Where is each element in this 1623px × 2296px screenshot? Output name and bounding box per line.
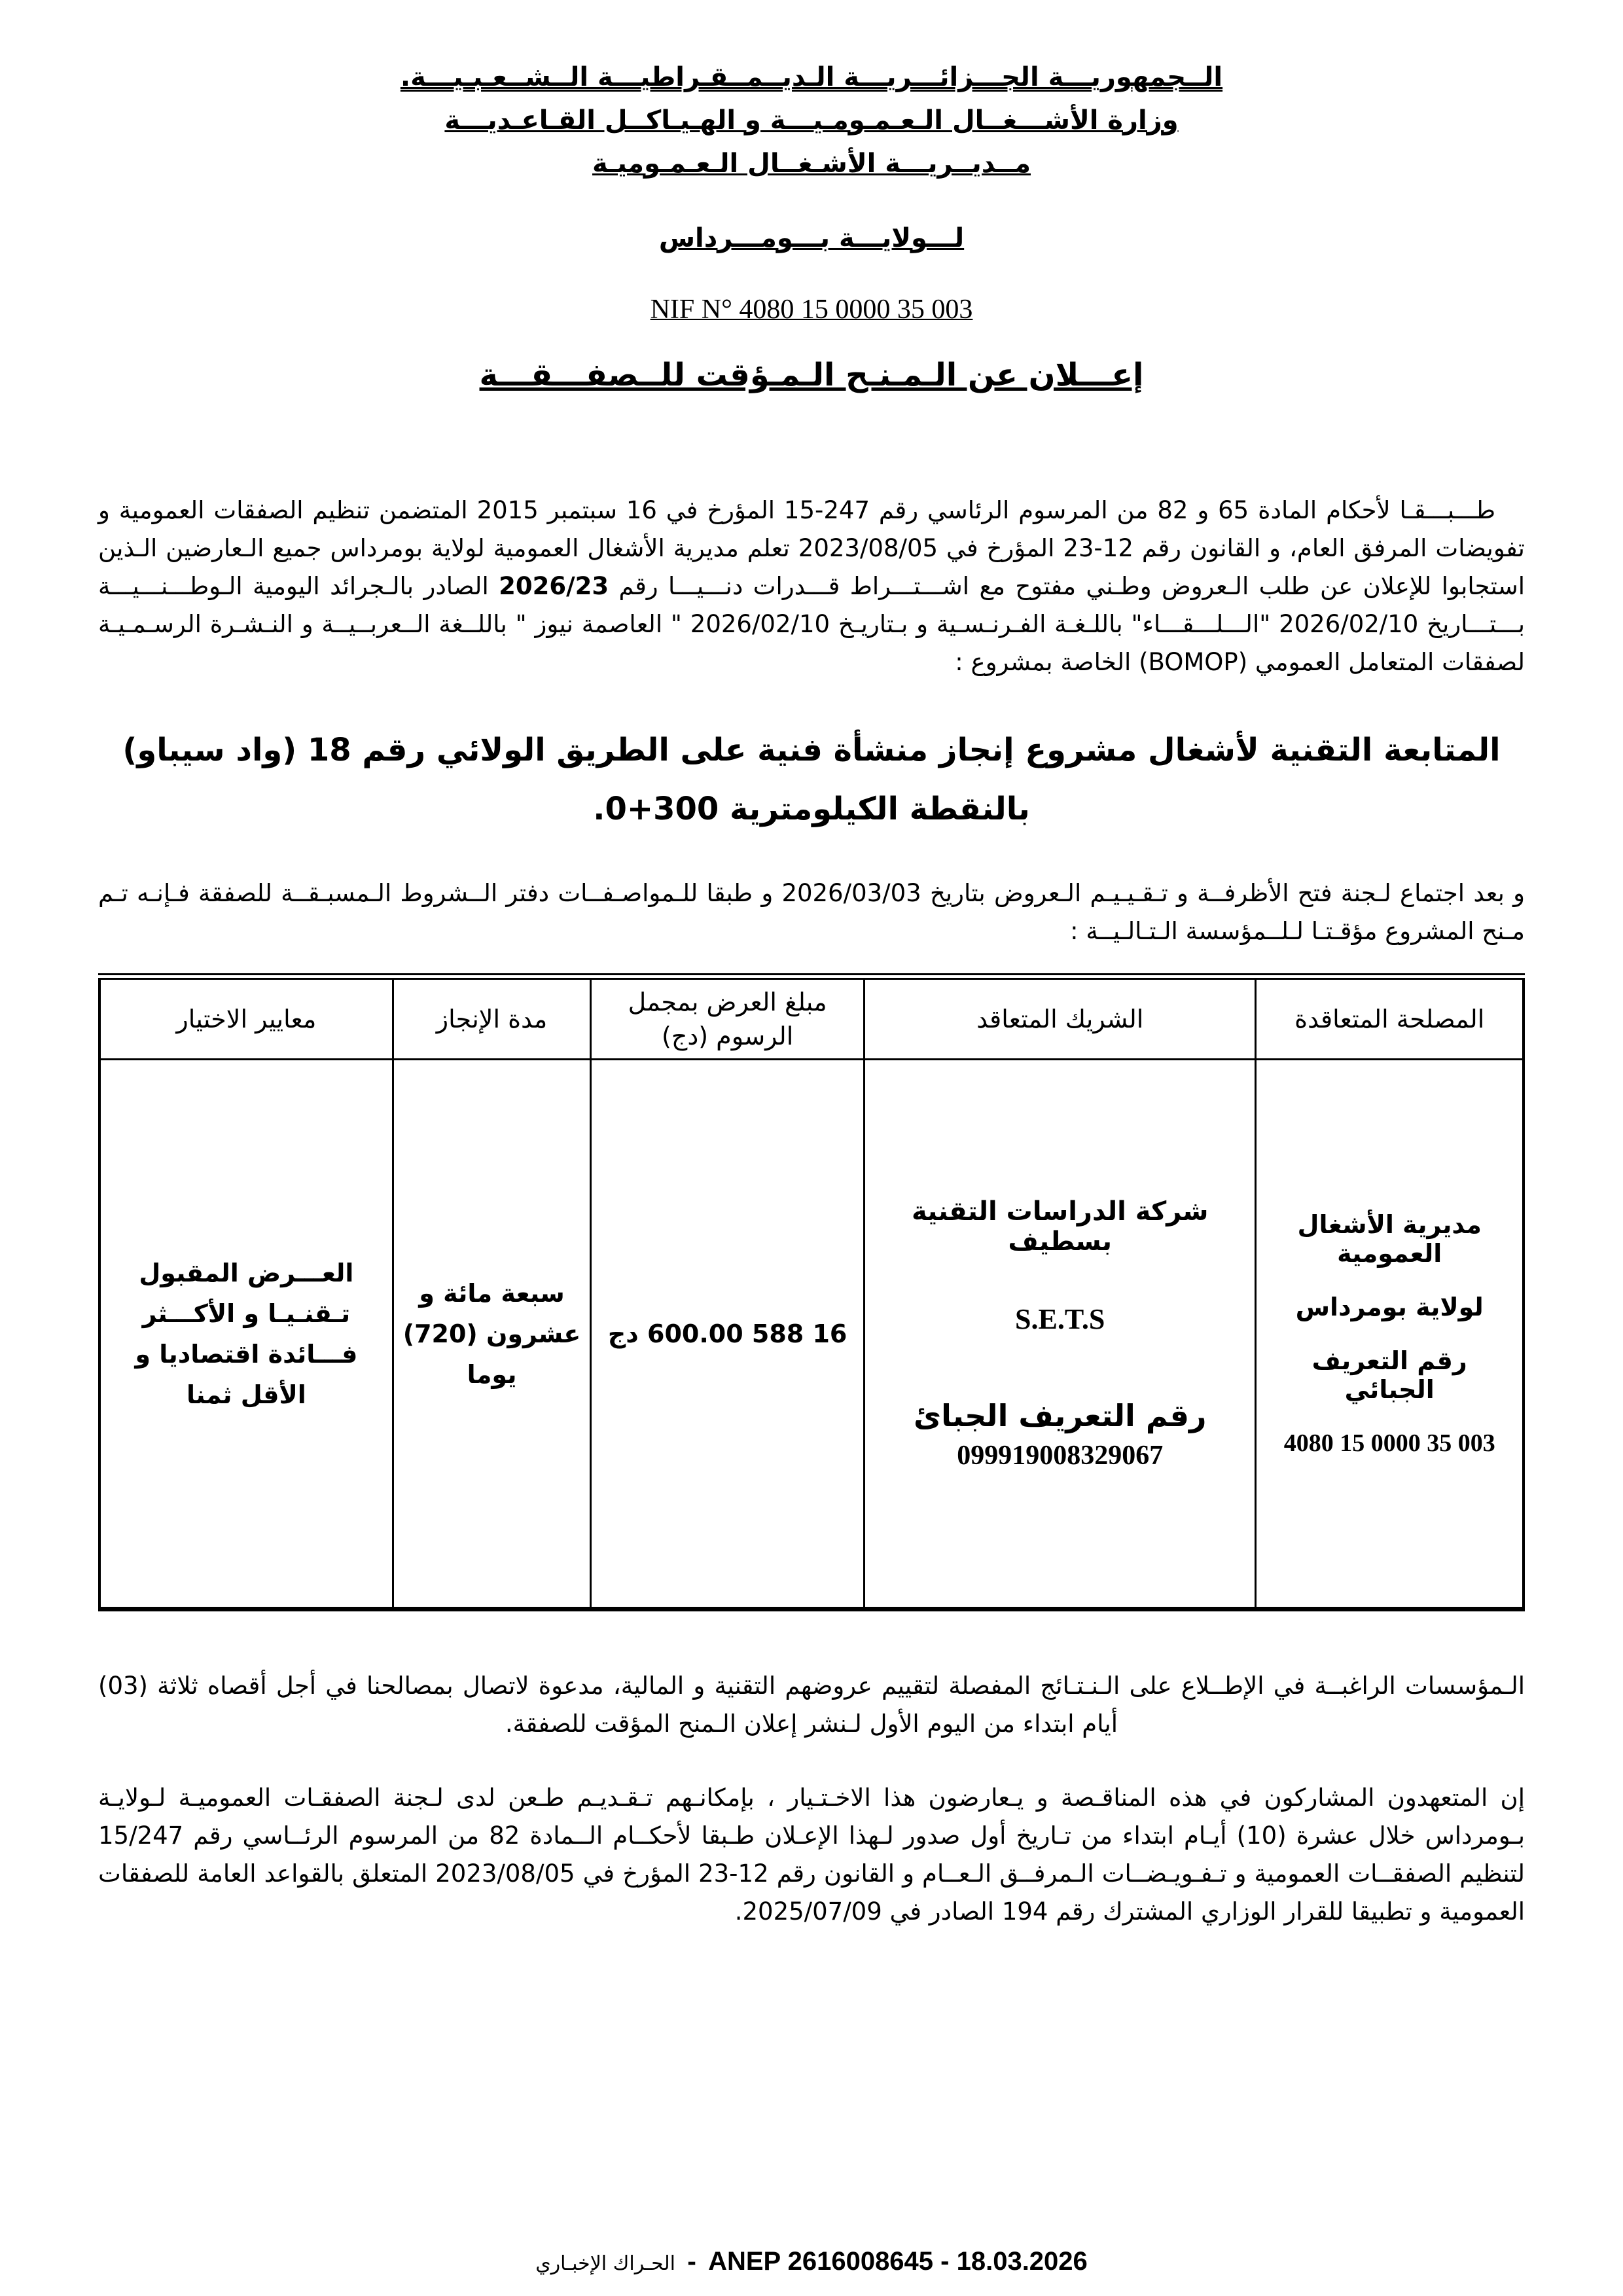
partner-company-acronym: S.E.T.S [1015, 1302, 1105, 1335]
committee-paragraph: و بعد اجتماع لـجنة فتح الأظرفــة و تـقـيـيـم الـعروض بتاريخ 2026/03/03 و طبقا للـمواصـفــات دفتر الــشروط الـمسبـقــة للصفقة فـإنـه تـم مـنح المشروع مؤقـتـا لـلــمؤسسة الـتـالـيــة : [98, 879, 1525, 945]
appeal-paragraph: إن المتعهدون المشاركون في هذه المناقـصة و يـعارضون هذا الاخـتـيار ، بإمكانـهم تـقـديـم طـعن لدى لـجنة الصفقـات العموميـة لـولايـة بـومرداس خلال عشرة (10) أيـام ابتداء من تـاريخ أول صدور لـهذا الإعـلان طـبقا لأحكــام الــمادة 82 من المرسوم الرئــاسي رقم 15/247 لتنظيم الصفقــات العمومية و تـفـويـضــات الـمرفــق الـعــام و القانون رقم 12-23 المؤرخ في 2023/08/05 المتعلق بالقواعد العامة للصفقات العمومية و تطبيقا للقرار الوزاري المشترك رقم 194 الصادر في 2025/07/09. [98, 1784, 1525, 1926]
document-header [98, 56, 1525, 393]
header-ministry-line: وزارة الأشـــغــال الـعـمـومـيـــة و الهـيـاكــل القـاعـديـــة [444, 105, 1179, 135]
nif-number: NIF N° 4080 15 0000 35 003 [650, 295, 973, 325]
cell-completion-period [393, 1060, 590, 1609]
project-title-line1: المتابعة التقنية لأشغال مشروع إنجاز منشأة فنية على الطريق الولائي رقم 18 (واد سيباو) [122, 732, 1501, 768]
intro-text-part1: طـــبـــقـا لأحكام المادة 65 و 82 من المرسوم الرئاسي رقم 247-15 المؤرخ في 16 سبتمبر 2015 المتضمن تنظيم الصفقات العمومية و تفويضات المرفق العام، و القانون رقم 12-23 المؤرخ في 2023/08/05 تعلم مديرية الأشغال العمومية لولاية بومرداس جميع الـعارضين الـذين استجابوا للإعلان عن طلب الـعروض وطـني مفتوح مع اشـــتـــراط قـــدرات دنـــيـــا رقم [98, 496, 1525, 600]
column-header-offer-amount: مبلغ العرض بمجمل الرسوم (دج) [591, 977, 865, 1060]
page-title: إعـــلان عن الـمـنـح الـمـؤقت للــصفـــقـــة [479, 357, 1144, 393]
header-republic-line: الــجمهوريـــة الجـــزائـــريـــة الـديــمــقـراطيـــة الــشــعـبـيـــة. [400, 62, 1223, 92]
project-title-line2: بالنقطة الكيلومترية 300+0. [593, 791, 1030, 827]
service-wilaya: لولاية بومرداس [1295, 1292, 1484, 1321]
cell-contracting-service [1256, 1060, 1524, 1609]
header-directorate-line: مــديــريـــة الأشـغــال الـعـمـوميـة [592, 149, 1031, 179]
footer-newspaper-name: الحـراك الإخبـاري [535, 2252, 675, 2275]
cell-selection-criteria [99, 1060, 393, 1609]
offer-amount-value: 16 588 600.00 دج [607, 1319, 847, 1348]
header-wilaya-line: لـــولايـــة بـــومـــرداس [658, 223, 965, 253]
service-name: مديرية الأشغال العمومية [1297, 1210, 1482, 1268]
table-header-row [99, 977, 1524, 1060]
selection-criteria-value: العـــرض المقبول تـقنـيـا و الأكـــثر فـــائدة اقتصاديا و الأقل ثمنا [135, 1258, 358, 1409]
project-title [98, 721, 1525, 838]
column-header-contracted-partner: الشريك المتعاقد [865, 977, 1256, 1060]
column-header-completion-period: مدة الإنجاز [393, 977, 590, 1060]
column-header-selection-criteria: معايير الاختيار [99, 977, 393, 1060]
cell-contracted-partner [865, 1060, 1256, 1609]
results-consultation-paragraph: الـمؤسسات الراغبــة في الإطــلاع على الـنـتـائج المفصلة لتقييم عروضهم التقنية و المالية، مدعوة لاتصال بمصالحنا في أجل أقصاه ثلاثة (03) أيام ابتداء من اليوم الأول لـنشر إعلان الـمنح المؤقت للصفقة. [98, 1672, 1525, 1738]
cell-offer-amount [591, 1060, 865, 1609]
award-table [98, 973, 1525, 1611]
intro-text-part2: الصادر بالـجرائد اليومية الـوطـــنـــيـــة بـــتـــاريخ 2026/02/10 "الـــلـــقـــاء" باللـغـة الفـرنـسـية و بـتاريـخ 2026/02/10 " العاصمة نيوز " باللــغة الــعربــيــة و النـشـرة الرسـمـيـة لصفقات المتعامل العمومي (BOMOP) الخاصة بمشروع : [98, 572, 1525, 676]
footer-separator: - [687, 2250, 697, 2276]
tender-number: 2026/23 [499, 572, 609, 600]
service-tax-label: رقم التعريف الجبائي [1311, 1346, 1467, 1404]
anep-reference: ANEP 2616008645 - 18.03.2026 [708, 2247, 1088, 2276]
partner-tax-number: 099919008329067 [957, 1440, 1164, 1471]
table-row [99, 1060, 1524, 1609]
column-header-contracting-service: المصلحة المتعاقدة [1256, 977, 1524, 1060]
partner-company-name: شركة الدراسات التقنية بسطيف [911, 1196, 1209, 1257]
footer [0, 2247, 1623, 2276]
service-tax-number: 4080 15 0000 35 003 [1283, 1429, 1495, 1457]
intro-paragraph [98, 492, 1525, 681]
partner-tax-label: رقم التعريف الجبائ [913, 1397, 1207, 1433]
completion-period-value: سبعة مائة و عشرون (720) يوما [402, 1278, 581, 1389]
